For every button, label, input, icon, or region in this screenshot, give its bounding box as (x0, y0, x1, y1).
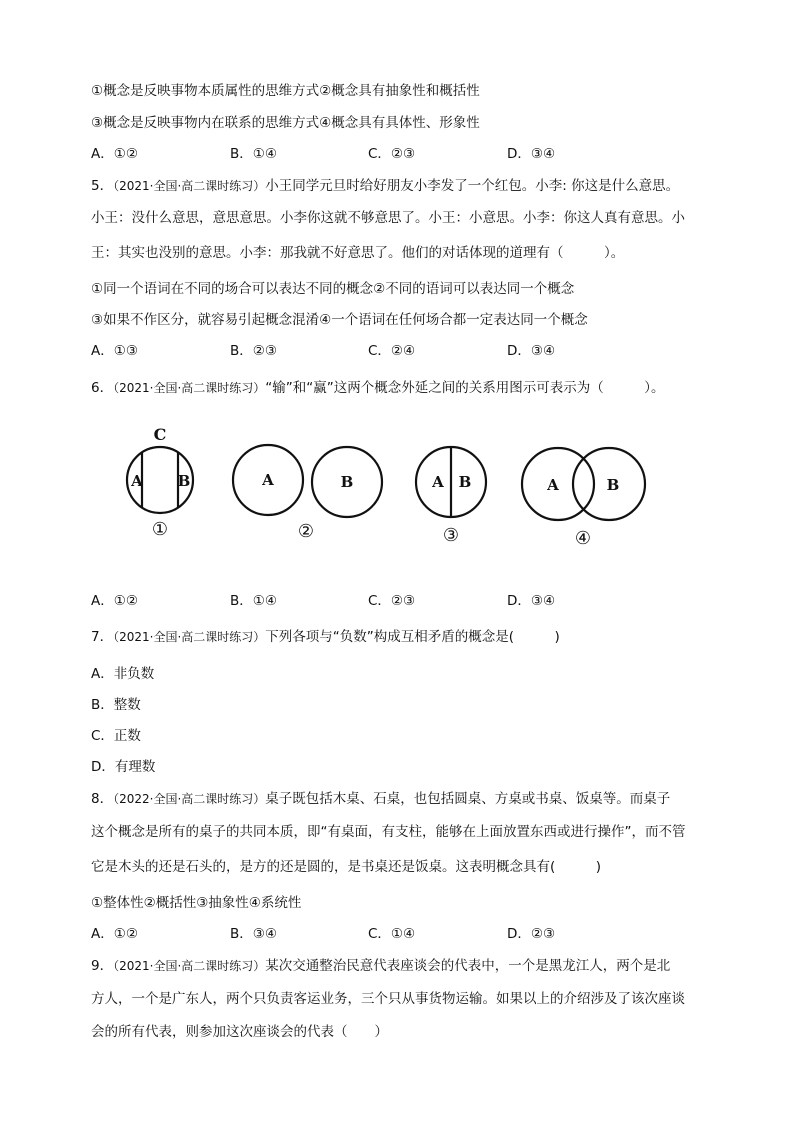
fig1-number: ① (151, 519, 169, 540)
q5-source: （2021·全国·高二课时练习） (113, 179, 266, 193)
q9-number: 9． (91, 958, 114, 974)
q5-stem-line-2: 小王：没什么意思，意思意思。小李你这就不够意思了。小王：小意思。小李：你这人真有意思。小 (91, 210, 685, 226)
q8-stem-line-3: 它是木头的还是石头的，是方的还是圆的，是书桌还是饭桌。这表明概念具有( ) (91, 859, 602, 875)
q5-stem-line-3: 王：其实也没别的意思。小李：那我就不好意思了。他们的对话体现的道理有（ ）。 (91, 245, 625, 261)
q8-number: 8． (91, 791, 114, 807)
q6-text: “输”和“赢”这两个概念外延之间的关系用图示可表示为（ ）。 (265, 380, 665, 396)
q5-statement-1: ①同一个语词在不同的场合可以表达不同的概念②不同的语词可以表达同一个概念 (91, 281, 575, 297)
q6-option-d[interactable]: D．③④ (507, 593, 556, 609)
q8-option-b[interactable]: B．③④ (230, 926, 277, 942)
fig4-label-a: A (547, 476, 559, 494)
q9-stem-line-1 (91, 956, 670, 976)
q5-text-1: 小王同学元旦时给好朋友小李发了一个红包。小李: 你这是什么意思。 (265, 178, 680, 194)
q8-source: （2022·全国·高二课时练习） (113, 792, 266, 806)
q8-stem-line-1 (91, 789, 670, 809)
q6-stem (91, 378, 665, 398)
q5-option-a[interactable]: A．①③ (91, 343, 138, 359)
fig3-label-a: A (432, 473, 444, 491)
fig2-label-a: A (262, 471, 274, 489)
fig1-label-a: A (131, 472, 143, 490)
q4-option-c[interactable]: C．②③ (368, 146, 416, 162)
q9-stem-line-3: 会的所有代表，则参加这次座谈会的代表（ ） (91, 1024, 388, 1040)
q5-option-b[interactable]: B．②③ (230, 343, 277, 359)
fig2-number: ② (297, 521, 315, 542)
fig3-number: ③ (442, 525, 460, 546)
q8-statement: ①整体性②概括性③抽象性④系统性 (91, 895, 302, 911)
q7-option-b[interactable]: B．整数 (91, 697, 141, 713)
q5-stem-line-1 (91, 176, 679, 196)
q9-stem-line-2: 方人，一个是广东人，两个只负责客运业务，三个只从事货物运输。如果以上的介绍涉及了该次座谈 (91, 991, 685, 1007)
q4-statement-1: ①概念是反映事物本质属性的思维方式②概念具有抽象性和概括性 (91, 83, 480, 99)
q4-option-b[interactable]: B．①④ (230, 146, 277, 162)
q7-text: 下列各项与“负数”构成互相矛盾的概念是( ) (265, 629, 560, 645)
q9-source: （2021·全国·高二课时练习） (113, 959, 266, 973)
fig1-label-c: C (153, 425, 167, 444)
q6-option-b[interactable]: B．①④ (230, 593, 277, 609)
fig4-label-b: B (606, 476, 620, 494)
q7-option-a[interactable]: A．非负数 (91, 666, 155, 682)
q4-statement-2: ③概念是反映事物内在联系的思维方式④概念具有具体性、形象性 (91, 115, 480, 131)
q5-option-d[interactable]: D．③④ (507, 343, 556, 359)
q6-option-c[interactable]: C．②③ (368, 593, 416, 609)
q7-option-d[interactable]: D．有理数 (91, 759, 156, 775)
q8-option-d[interactable]: D．②③ (507, 926, 556, 942)
q6-source: （2021·全国·高二课时练习） (113, 381, 266, 395)
q8-stem-line-2: 这个概念是所有的桌子的共同本质，即“有桌面，有支柱，能够在上面放置东西或进行操作”，而不管 (91, 824, 686, 840)
q4-option-a[interactable]: A．①② (91, 146, 138, 162)
fig1-label-b: B (177, 472, 191, 490)
q6-option-a[interactable]: A．①② (91, 593, 138, 609)
q6-number: 6． (91, 380, 114, 396)
q5-number: 5． (91, 178, 114, 194)
q5-option-c[interactable]: C．②④ (368, 343, 416, 359)
q9-text-1: 某次交通整治民意代表座谈会的代表中，一个是黑龙江人，两个是北 (265, 958, 671, 974)
q8-option-a[interactable]: A．①② (91, 926, 138, 942)
q6-venn-figure (120, 418, 660, 554)
q7-stem (91, 627, 560, 647)
q8-option-c[interactable]: C．①④ (368, 926, 416, 942)
fig3-label-b: B (458, 473, 472, 491)
q5-statement-2: ③如果不作区分，就容易引起概念混淆④一个语词在任何场合都一定表达同一个概念 (91, 312, 588, 328)
q7-source: （2021·全国·高二课时练习） (113, 630, 266, 644)
q7-number: 7． (91, 629, 114, 645)
q7-option-c[interactable]: C．正数 (91, 728, 141, 744)
q8-text-1: 桌子既包括木桌、石桌，也包括圆桌、方桌或书桌、饭桌等。而桌子 (265, 791, 671, 807)
q4-option-d[interactable]: D．③④ (507, 146, 556, 162)
fig4-number: ④ (574, 528, 592, 549)
fig2-label-b: B (340, 473, 354, 491)
